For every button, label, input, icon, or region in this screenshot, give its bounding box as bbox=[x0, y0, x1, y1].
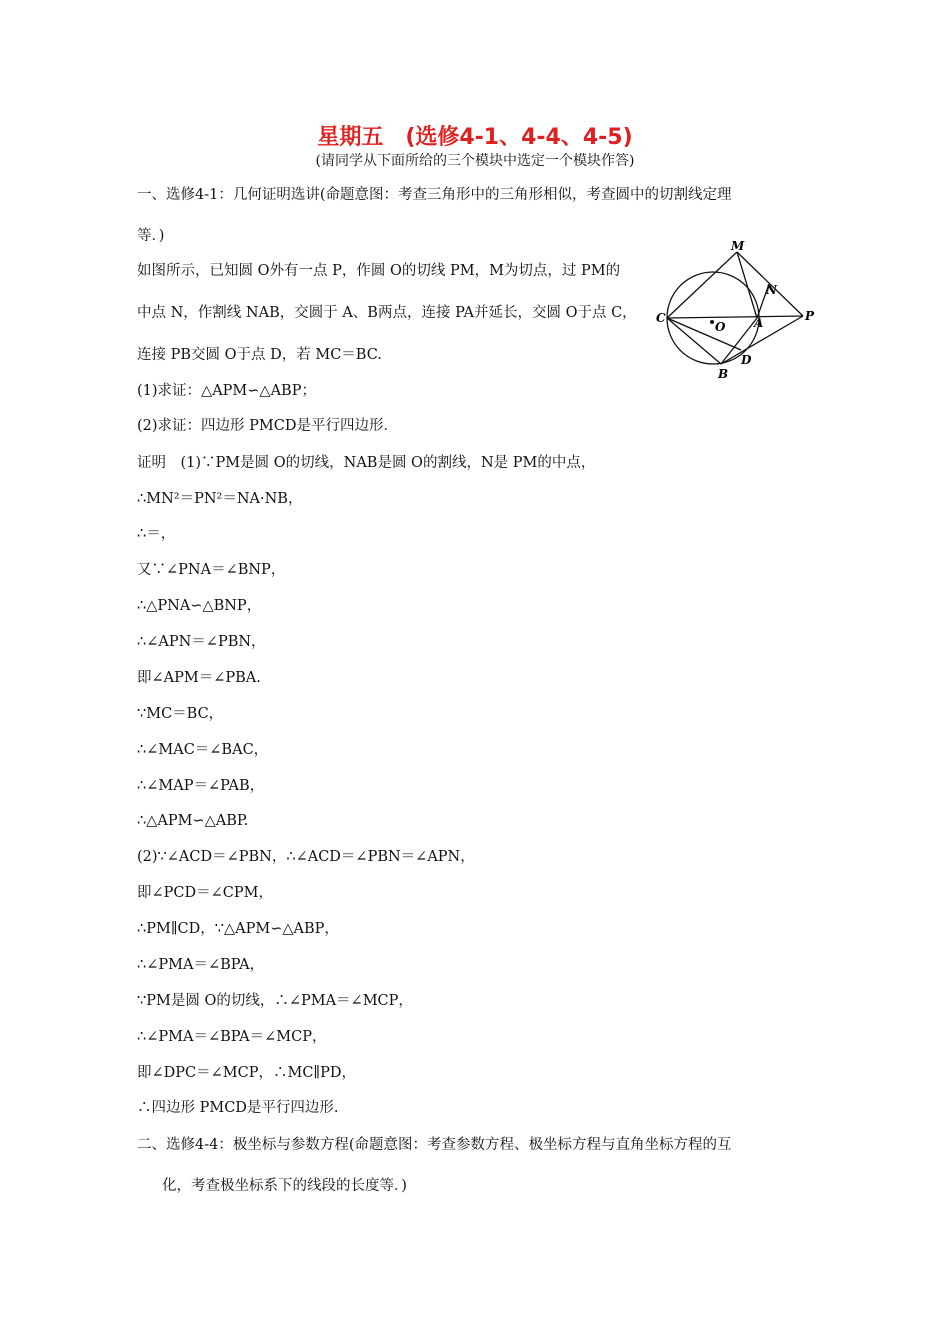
label-a: A bbox=[754, 316, 764, 330]
section2-heading-cont: 化，考查极坐标系下的线段的长度等．) bbox=[162, 1178, 407, 1194]
proof-line: ∴△APM∽△ABP. bbox=[137, 813, 249, 829]
label-p: P bbox=[805, 309, 815, 323]
proof-line: 即∠APM＝∠PBA. bbox=[137, 670, 261, 686]
line-mc bbox=[667, 252, 737, 318]
proof-line: ∵PM是圆 O的切线，∴∠PMA＝∠MCP， bbox=[137, 993, 413, 1009]
label-o: O bbox=[715, 320, 726, 334]
line-ba bbox=[721, 318, 757, 364]
section1-heading-cont: 等．) bbox=[137, 228, 165, 244]
proof-line: ∴＝， bbox=[137, 526, 176, 542]
proof-line: ∴∠PMA＝∠BPA＝∠MCP， bbox=[137, 1029, 327, 1045]
proof-line: (2)∵∠ACD＝∠PBN，∴∠ACD＝∠PBN＝∠APN， bbox=[137, 849, 475, 865]
proof-line: 证明 (1)∵PM是圆 O的切线，NAB是圆 O的割线，N是 PM的中点， bbox=[137, 455, 596, 471]
proof-line: ∴∠APN＝∠PBN， bbox=[137, 634, 266, 650]
proof-line: ∴∠MAC＝∠BAC， bbox=[137, 742, 269, 758]
section2-heading: 二、选修4-4：极坐标与参数方程(命题意图：考查参数方程、极坐标方程与直角坐标方程的互 bbox=[137, 1137, 732, 1153]
question-part2: (2)求证：四边形 PMCD是平行四边形． bbox=[137, 418, 398, 434]
proof-line: ∴△PNA∽△BNP， bbox=[137, 598, 262, 614]
proof-line: ∴∠PMA＝∠BPA， bbox=[137, 957, 265, 973]
proof-line: ∴四边形 PMCD是平行四边形. bbox=[137, 1100, 339, 1116]
line-cb bbox=[667, 318, 721, 364]
label-c: C bbox=[656, 311, 666, 325]
label-d: D bbox=[741, 353, 752, 367]
problem-line: 中点 N，作割线 NAB，交圆于 A、B两点，连接 PA并延长，交圆 O于点 C， bbox=[137, 305, 637, 321]
label-m: M bbox=[731, 239, 745, 253]
page-title: 星期五 (选修4-1、4-4、4-5) bbox=[317, 125, 633, 150]
proof-line: ∴MN²＝PN²＝NA·NB， bbox=[137, 491, 303, 507]
section1-heading: 一、选修4-1：几何证明选讲(命题意图：考查三角形中的三角形相似，考查圆中的切割线定理 bbox=[137, 187, 732, 203]
problem-line: 如图所示，已知圆 O外有一点 P，作圆 O的切线 PM，M为切点，过 PM的 bbox=[137, 263, 621, 279]
proof-line: ∴PM∥CD，∵△APM∽△ABP， bbox=[137, 921, 339, 937]
label-n: N bbox=[766, 283, 777, 297]
problem-line: 连接 PB交圆 O于点 D，若 MC＝BC. bbox=[137, 347, 382, 363]
center-dot bbox=[710, 320, 714, 324]
proof-line: ∵MC＝BC， bbox=[137, 706, 224, 722]
page-subtitle: (请同学从下面所给的三个模块中选定一个模块作答) bbox=[315, 153, 635, 169]
geometry-figure bbox=[650, 232, 825, 382]
line-cp bbox=[667, 316, 803, 318]
line-cd bbox=[667, 318, 741, 350]
question-part1: (1)求证：△APM∽△ABP； bbox=[137, 383, 316, 399]
proof-line: 即∠PCD＝∠CPM， bbox=[137, 885, 273, 901]
label-b: B bbox=[718, 367, 729, 381]
proof-line: 即∠DPC＝∠MCP，∴MC∥PD， bbox=[137, 1065, 356, 1081]
proof-line: ∴∠MAP＝∠PAB， bbox=[137, 778, 265, 794]
proof-line: 又∵∠PNA＝∠BNP， bbox=[137, 562, 286, 578]
